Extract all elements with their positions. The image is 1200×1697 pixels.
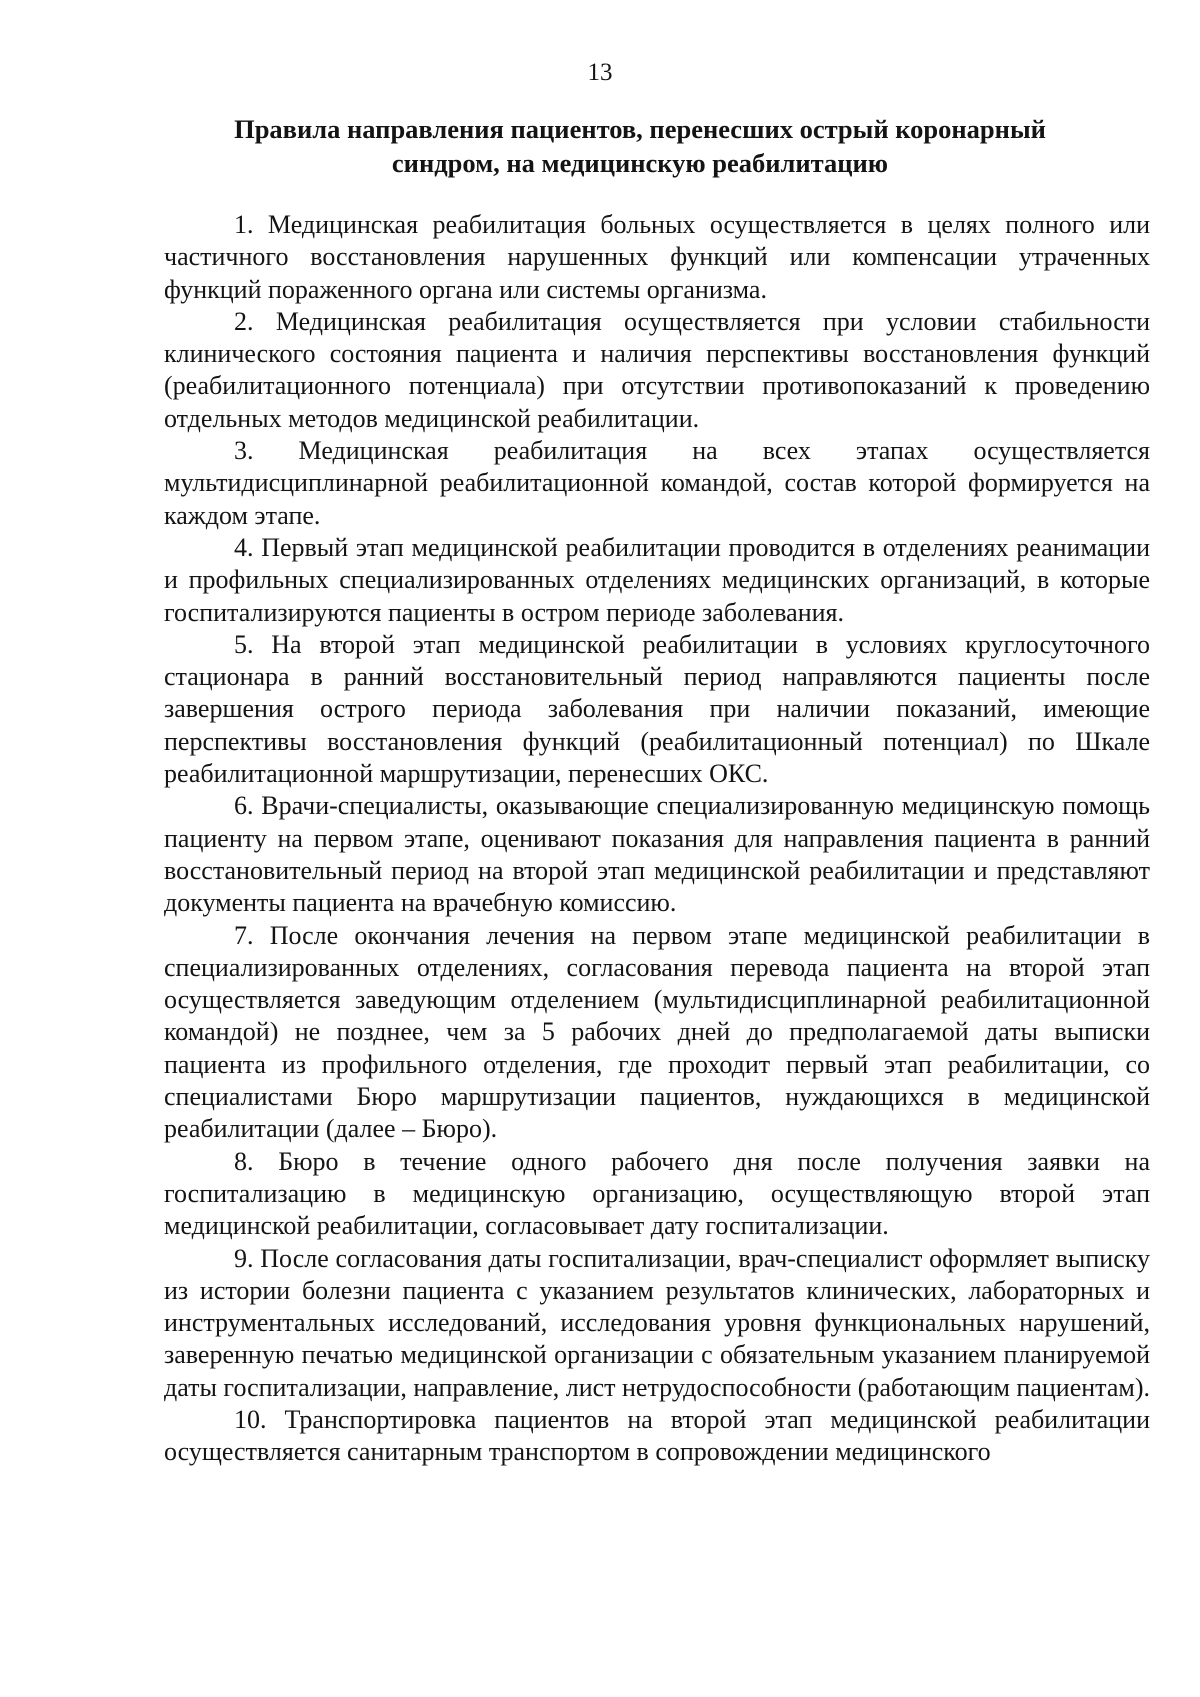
paragraph-number: 4. [234, 532, 254, 562]
paragraph-text: Первый этап медицинской реабилитации проводится в отделениях реанимации и профильных специализированных отделениях медицинских организаций, в которые госпитализируются пациенты в остром периоде заболевания. [164, 532, 1150, 627]
paragraph-6 [164, 790, 1150, 919]
paragraph-number: 10. [234, 1404, 267, 1434]
page-number: 13 [587, 59, 613, 86]
paragraph-number: 2. [234, 306, 254, 336]
paragraph-7 [164, 920, 1150, 1146]
paragraph-text: Медицинская реабилитация осуществляется при условии стабильности клинического состояния пациента и наличия перспективы восстановления функций (реабилитационного потенциала) при отсутствии противопоказаний к проведению отдельных методов медицинской реабилитации. [164, 306, 1151, 433]
document-body [164, 209, 1150, 1469]
paragraph-number: 6. [234, 791, 254, 821]
paragraph-text: Транспортировка пациентов на второй этап медицинской реабилитации осуществляется санитарным транспортом в сопровождении медицинского [164, 1404, 1151, 1467]
paragraph-5 [164, 629, 1150, 790]
paragraph-number: 5. [234, 629, 254, 659]
paragraph-2 [164, 306, 1150, 435]
paragraph-8 [164, 1146, 1150, 1243]
paragraph-text: После окончания лечения на первом этапе медицинской реабилитации в специализированных отделениях, согласования перевода пациента на второй этап осуществляется заведующим отделением (мультидисциплинарной реабилитационной командой) не позднее, чем за 5 рабочих дней до предполагаемой даты выписки пациента из профильного отделения, где проходит первый этап реабилитации, со специалистами Бюро маршрутизации пациентов, нуждающихся в медицинской реабилитации (далее – Бюро). [164, 920, 1150, 1144]
paragraph-number: 3. [234, 436, 254, 466]
paragraph-3 [164, 435, 1150, 532]
document-title: Правила направления пациентов, перенесших острый коронарный синдром, на медицинскую реабилитацию [234, 114, 1046, 178]
paragraph-text: Врачи-специалисты, оказывающие специализированную медицинскую помощь пациенту на первом этапе, оценивают показания для направления пациента в ранний восстановительный период на второй этап медицинской реабилитации и представляют документы пациента на врачебную комиссию. [164, 791, 1151, 918]
paragraph-number: 7. [234, 920, 254, 950]
paragraph-text: После согласования даты госпитализации, врач-специалист оформляет выписку из истории болезни пациента с указанием результатов клинических, лабораторных и инструментальных исследований, исследования уровня функциональных нарушений, заверенную печатью медицинской организации с обязательным указанием планируемой даты госпитализации, направление, лист нетрудоспособности (работающим пациентам). [164, 1243, 1150, 1402]
paragraph-text: Бюро в течение одного рабочего дня после получения заявки на госпитализацию в медицинскую организацию, осуществляющую второй этап медицинской реабилитации, согласовывает дату госпитализации. [164, 1146, 1150, 1241]
paragraph-10 [164, 1404, 1150, 1469]
paragraph-1 [164, 209, 1150, 306]
paragraph-4 [164, 532, 1150, 629]
paragraph-number: 1. [234, 210, 254, 239]
paragraph-text: Медицинская реабилитация на всех этапах осуществляется мультидисциплинарной реабилитационной командой, состав которой формируется на каждом этапе. [164, 436, 1151, 530]
paragraph-number: 8. [234, 1146, 254, 1176]
paragraph-text: Медицинская реабилитация больных осуществляется в целях полного или частичного восстановления нарушенных функций или компенсации утраченных функций пораженного органа или системы организма. [164, 210, 1151, 304]
paragraph-number: 9. [234, 1243, 254, 1273]
paragraph-9 [164, 1243, 1150, 1404]
paragraph-text: На второй этап медицинской реабилитации в условиях круглосуточного стационара в ранний восстановительный период направляются пациенты после завершения острого периода заболевания при наличии показаний, имеющие перспективы восстановления функций (реабилитационный потенциал) по Шкале реабилитационной маршрутизации, перенесших ОКС. [164, 629, 1150, 789]
